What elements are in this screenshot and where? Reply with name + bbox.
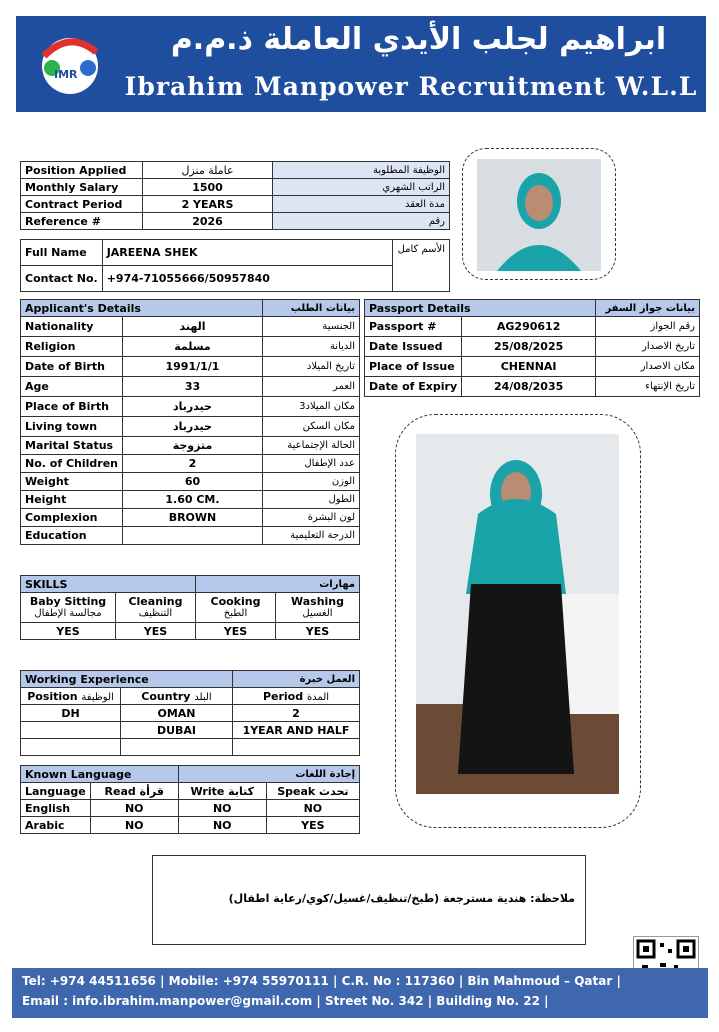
footer-address-line: Email : info.ibrahim.manpower@gmail.com | Street No. 342 | Building No. 22 | (22, 994, 549, 1008)
table-row: Date of Birth 1991/1/1 تاريخ الميلاد (21, 357, 360, 377)
table-row: Religion مسلمة الديانة (21, 337, 360, 357)
table-header: Known Language إجادة اللغات (21, 766, 360, 783)
table-row: Height 1.60 CM. الطول (21, 491, 360, 509)
name-table (20, 239, 450, 292)
table-row: Education الدرجة التعليمية (21, 527, 360, 545)
table-row: Position الوظيفة Country البلد Period المدة (21, 688, 360, 705)
applicant-details-table (20, 299, 360, 545)
table-row: Complexion BROWN لون البشرة (21, 509, 360, 527)
table-row: Date Issued 25/08/2025 تاريخ الاصدار (365, 337, 700, 357)
table-row: DUBAI 1YEAR AND HALF (21, 722, 360, 739)
table-row: Arabic NO NO YES (21, 817, 360, 834)
table-header: Applicant's Details بيانات الطلب (21, 300, 360, 317)
table-row: Passport # AG290612 رقم الجواز (365, 317, 700, 337)
skills-table (20, 575, 360, 640)
company-name-arabic: ابراهيم لجلب الأيدي العاملة ذ.م.م (170, 22, 667, 57)
applicant-photo-full (416, 434, 619, 794)
logo-text: IMR (54, 68, 78, 81)
table-row: Marital Status متزوجة الحالة الإجتماعية (21, 437, 360, 455)
company-name-english: Ibrahim Manpower Recruitment W.L.L (124, 72, 698, 101)
table-row: No. of Children 2 عدد الإطفال (21, 455, 360, 473)
table-row: Position Applied عاملة منزل الوظيفة المطلوبة (21, 162, 450, 179)
table-row: Nationality الهند الجنسية (21, 317, 360, 337)
passport-details-table (364, 299, 700, 397)
table-row: Reference # 2026 رقم (21, 213, 450, 230)
table-row: Weight 60 الوزن (21, 473, 360, 491)
table-row: English NO NO NO (21, 800, 360, 817)
footer-contact-line: Tel: +974 44511656 | Mobile: +974 55970111 | C.R. No : 117360 | Bin Mahmoud – Qatar | (22, 974, 621, 988)
table-row: Contract Period 2 YEARS مدة العقد (21, 196, 450, 213)
table-row: Baby Sitting مجالسة الإطفال Cleaning التنظيف Cooking الطبخ Washing الغسيل (21, 593, 360, 623)
applicant-photo-small (477, 159, 601, 271)
footer-bar (12, 968, 708, 1018)
table-row: DH OMAN 2 (21, 705, 360, 722)
position-table (20, 161, 450, 230)
table-header: Working Experience العمل خبرة (21, 671, 360, 688)
table-header: SKILLS مهارات (21, 576, 360, 593)
experience-table (20, 670, 360, 756)
language-table (20, 765, 360, 834)
note-box (152, 855, 586, 945)
table-row: Language Read قرأة Write كتابة Speak تحدث (21, 783, 360, 800)
table-row: Place of Birth حيدرباد مكان الميلاد3 (21, 397, 360, 417)
table-row: Monthly Salary 1500 الراتب الشهري (21, 179, 450, 196)
table-row: Full Name JAREENA SHEK الأسم كامل (21, 240, 450, 266)
header-banner (16, 16, 706, 112)
table-row: YES YES YES YES (21, 623, 360, 640)
table-row: Age 33 العمر (21, 377, 360, 397)
table-row: Place of Issue CHENNAI مكان الاصدار (365, 357, 700, 377)
table-row: Date of Expiry 24/08/2035 تاريخ الإنتهاء (365, 377, 700, 397)
table-row (21, 739, 360, 756)
table-row: Living town حيدرباد مكان السكن (21, 417, 360, 437)
table-row: Contact No. +974-71055666/50957840 (21, 266, 450, 292)
table-header: Passport Details بيانات جواز السفر (365, 300, 700, 317)
note-text: ملاحظة: هندية مسترجعة (طبخ/تنظيف/غسيل/كوي/رعاية اطفال) (228, 892, 575, 905)
company-logo (30, 30, 110, 98)
